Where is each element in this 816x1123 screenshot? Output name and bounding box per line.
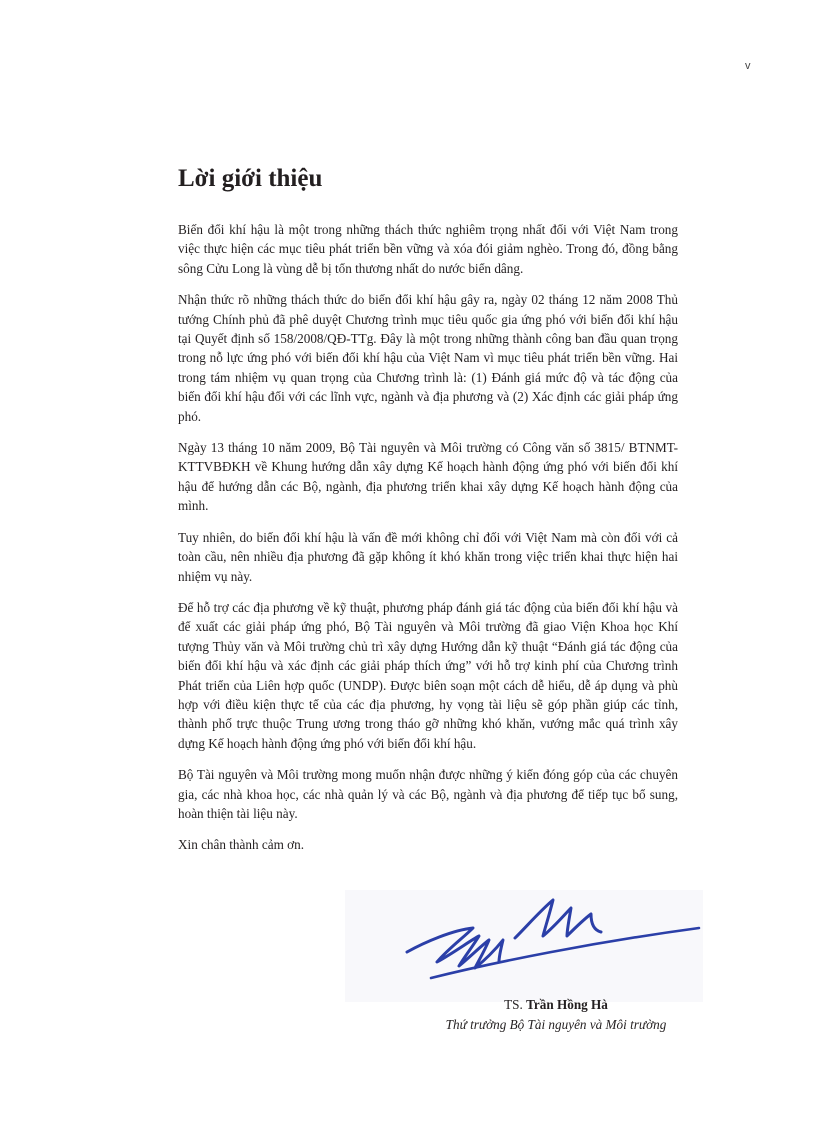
paragraph-2: Nhận thức rõ những thách thức do biến đổi khí hậu gây ra, ngày 02 tháng 12 năm 2008 Thủ tướng Chính phủ đã phê duyệt Chương trình mục tiêu quốc gia ứng phó với biến đổi khí hậu tại Quyết định số 158/2008/QĐ-TTg. Đây là một trong những thành công ban đầu quan trọng trong nỗ lực ứng phó với biến đổi khí hậu của Việt Nam vì mục tiêu phát triển bền vững. Hai trong tám nhiệm vụ quan trọng của Chương trình là: (1) Đánh giá mức độ và tác động của biến đổi khí hậu đối với các lĩnh vực, ngành và địa phương và (2) Xác định các giải pháp ứng phó. xyxy=(178,292,678,424)
page-number: v xyxy=(745,60,751,72)
signer-block xyxy=(420,995,692,1035)
signature-image xyxy=(345,890,703,1002)
body-text xyxy=(178,220,678,867)
closing-line: Xin chân thành cảm ơn. xyxy=(178,837,304,853)
signer-position: Thứ trưởng Bộ Tài nguyên và Môi trường xyxy=(445,1017,667,1032)
signature-stroke-3 xyxy=(431,928,699,978)
page-title: Lời giới thiệu xyxy=(178,165,323,192)
signer-name-line xyxy=(420,995,692,1015)
signature-stroke-1 xyxy=(407,928,503,968)
paragraph-5: Để hỗ trợ các địa phương về kỹ thuật, phương pháp đánh giá tác động của biến đổi khí hậu và để xuất các giải pháp ứng phó, Bộ Tài nguyên và Môi trường đã giao Viện Khoa học Khí tượng Thủy văn và Môi trường chủ trì xây dựng Hướng dẫn kỹ thuật “Đánh giá tác động của biến đổi khí hậu và xác định các giải pháp thích ứng” với hỗ trợ kinh phí của Chương trình Phát triển của Liên hợp quốc (UNDP). Được biên soạn một cách dễ hiểu, dễ áp dụng và phù hợp với điều kiện thực tế của các địa phương, hy vọng tài liệu sẽ góp phần giúp các tỉnh, thành phố trực thuộc Trung ương trong tháo gỡ những khó khăn, vướng mắc quá trình xây dựng Kế hoạch hành động ứng phó với biến đổi khí hậu. xyxy=(178,599,678,751)
signer-title: TS. xyxy=(504,997,523,1012)
paragraph-3: Ngày 13 tháng 10 năm 2009, Bộ Tài nguyên và Môi trường có Công văn số 3815/ BTNMT-KTTVBĐKH về Khung hướng dẫn xây dựng Kế hoạch hành động ứng phó với biến đổi khí hậu để hướng dẫn các Bộ, ngành, địa phương triển khai xây dựng Kế hoạch hành động của mình. xyxy=(178,440,678,514)
signature-stroke-2 xyxy=(515,900,601,938)
handwritten-signature xyxy=(345,890,703,1002)
paragraph-6: Bộ Tài nguyên và Môi trường mong muốn nhận được những ý kiến đóng góp của các chuyên gia, các nhà khoa học, các nhà quản lý và các Bộ, ngành và địa phương để tiếp tục bổ sung, hoàn thiện tài liệu này. xyxy=(178,767,678,821)
signer-name: Trần Hồng Hà xyxy=(526,997,608,1012)
paragraph-4: Tuy nhiên, do biến đổi khí hậu là vấn đề mới không chỉ đối với Việt Nam mà còn đối với cả toàn cầu, nên nhiều địa phương đã gặp không ít khó khăn trong việc triển khai thực hiện hai nhiệm vụ này. xyxy=(178,529,678,584)
paragraph-1: Biến đổi khí hậu là một trong những thách thức nghiêm trọng nhất đối với Việt Nam trong việc thực hiện các mục tiêu phát triển bền vững và xóa đói giảm nghèo. Trong đó, đồng bằng sông Cửu Long là vùng dễ bị tổn thương nhất do nước biển dâng. xyxy=(178,222,678,276)
